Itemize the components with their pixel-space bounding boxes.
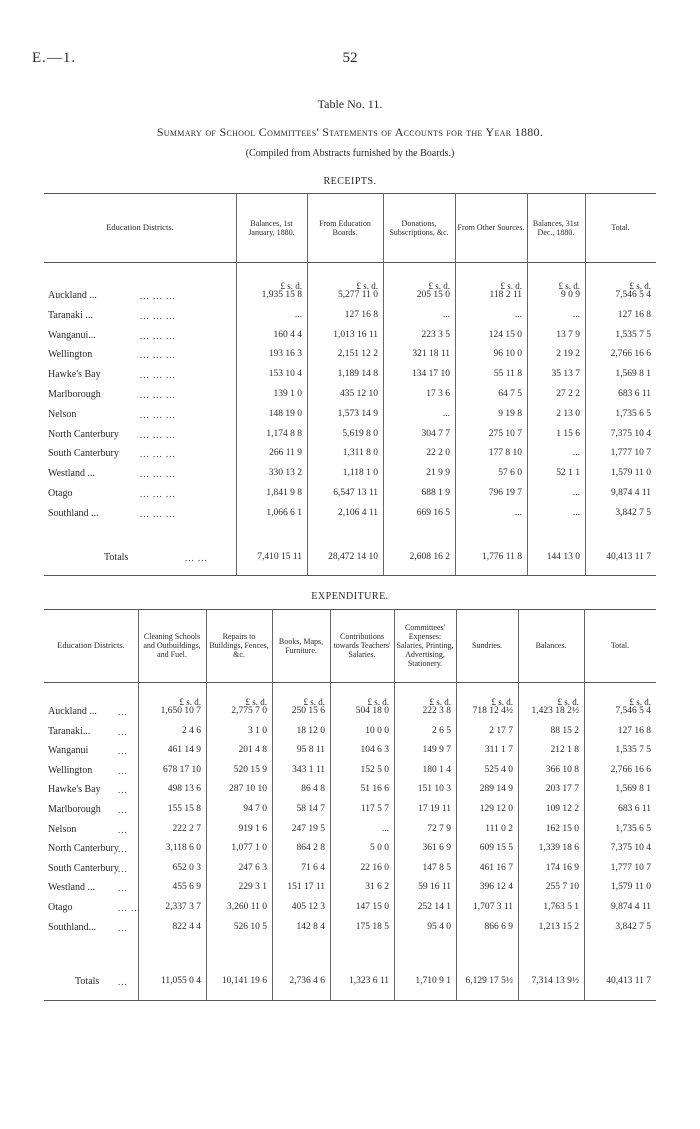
receipts-value-cell: 1,777 10 7: [610, 448, 651, 459]
expenditure-value-cell: 142 8 4: [296, 921, 325, 932]
receipts-value-cell: 35 13 7: [551, 369, 580, 380]
receipts-leader-dots: ... ... ...: [140, 469, 176, 480]
receipts-column-header: Donations, Subscriptions, &c.: [389, 218, 449, 237]
expenditure-leader-dots: ...: [118, 746, 128, 757]
expenditure-value-cell: 95 8 11: [296, 745, 325, 756]
receipts-value-cell: ...: [572, 488, 580, 498]
receipts-district-name: Marlborough: [48, 389, 101, 400]
receipts-value-cell: 118 2 11: [489, 290, 522, 300]
expenditure-currency-unit: £ s. d.: [629, 697, 651, 707]
expenditure-value-cell: 461 16 7: [479, 862, 513, 873]
expenditure-district-name: Marlborough: [48, 804, 101, 815]
receipts-district-name: Taranaki ...: [48, 309, 93, 321]
receipts-value-cell: 5,277 11 0: [337, 290, 378, 300]
expenditure-value-cell: 3,260 11 0: [226, 902, 267, 912]
expenditure-column-header: Cleaning Schools and Outbuildings, and Fuel.: [143, 632, 201, 659]
receipts-leader-dots: ... ... ...: [140, 310, 176, 321]
expenditure-value-cell: 229 3 1: [238, 882, 267, 893]
expenditure-heading: EXPENDITURE.: [311, 591, 389, 602]
receipts-heading: RECEIPTS.: [323, 176, 377, 187]
receipts-currency-unit: £ s. d.: [356, 281, 378, 291]
expenditure-value-cell: 88 15 2: [550, 725, 579, 736]
expenditure-column-header: Books, Maps, Furniture.: [278, 636, 324, 655]
expenditure-leader-dots: ...: [118, 785, 128, 796]
receipts-leader-dots: ... ... ...: [140, 429, 176, 440]
expenditure-currency-unit: £ s. d.: [367, 697, 389, 707]
expenditure-column-header: Committees' Expenses: Salaries, Printing, Advertising, Stationery.: [396, 623, 454, 668]
expenditure-rule-header: [44, 682, 656, 683]
expenditure-value-cell: 17 19 11: [418, 804, 451, 814]
expenditure-value-cell: 250 15 6: [291, 706, 325, 716]
receipts-value-cell: 96 10 0: [493, 349, 522, 360]
expenditure-value-cell: 405 12 3: [291, 902, 325, 912]
expenditure-value-cell: 129 12 0: [479, 804, 513, 814]
expenditure-leader-dots: ...: [118, 863, 128, 874]
expenditure-value-cell: 201 4 8: [238, 745, 267, 756]
receipts-value-cell: 9 19 8: [498, 408, 522, 419]
expenditure-district-name: Wanganui: [48, 745, 89, 757]
expenditure-value-cell: 311 1 7: [484, 745, 513, 756]
receipts-rule-bottom: [44, 575, 656, 576]
expenditure-leader-dots: ...: [118, 726, 128, 737]
receipts-value-cell: ...: [442, 309, 450, 320]
receipts-column-header: Total.: [611, 223, 630, 232]
receipts-column-header: Balances, 31st Dec., 1880.: [532, 218, 580, 237]
expenditure-value-cell: 2,775 7 0: [231, 706, 267, 716]
receipts-leader-dots: ... ... ...: [140, 350, 176, 361]
expenditure-value-cell: 7,546 5 4: [615, 706, 651, 716]
receipts-value-cell: 1,013 16 11: [333, 329, 378, 340]
receipts-value-cell: 205 15 0: [416, 290, 450, 300]
expenditure-value-cell: 864 2 8: [296, 843, 325, 854]
receipts-value-cell: 435 12 10: [340, 389, 378, 399]
receipts-column-header: From Education Boards.: [319, 218, 371, 237]
receipts-value-cell: 796 19 7: [488, 488, 522, 498]
expenditure-currency-unit: £ s. d.: [179, 697, 201, 707]
receipts-rule-header: [44, 262, 656, 263]
expenditure-value-cell: 86 4 8: [301, 784, 325, 795]
receipts-value-cell: 57 6 0: [498, 468, 522, 479]
expenditure-currency-unit: £ s. d.: [491, 697, 513, 707]
expenditure-value-cell: 7,375 10 4: [610, 843, 651, 854]
expenditure-total-cell: 1,710 9 1: [415, 976, 451, 986]
expenditure-value-cell: 212 1 8: [550, 745, 579, 756]
expenditure-value-cell: 9,874 4 11: [610, 902, 651, 912]
receipts-totals-label: Totals: [104, 552, 129, 563]
expenditure-value-cell: 718 12 4½: [472, 706, 513, 716]
receipts-total-cell: 28,472 14 10: [328, 552, 378, 562]
receipts-value-cell: 127 16 8: [617, 309, 651, 320]
expenditure-value-cell: 109 12 2: [545, 804, 579, 814]
expenditure-column-header: Contributions towards Teachers' Salaries.: [333, 632, 391, 659]
receipts-leader-dots: ... ... ...: [140, 390, 176, 400]
page-subtitle: (Compiled from Abstracts furnished by the Boards.): [245, 148, 455, 159]
expenditure-value-cell: 147 8 5: [422, 862, 451, 873]
receipts-value-cell: 6,547 13 11: [333, 488, 378, 498]
expenditure-value-cell: 222 2 7: [172, 823, 201, 834]
expenditure-column-header: Sundries.: [472, 641, 502, 650]
receipts-value-cell: 55 11 8: [493, 369, 522, 380]
expenditure-value-cell: 678 17 10: [163, 764, 201, 775]
expenditure-value-cell: 22 16 0: [360, 862, 389, 873]
expenditure-value-cell: 155 15 8: [167, 804, 201, 814]
receipts-value-cell: 2,766 16 6: [610, 349, 651, 360]
receipts-value-cell: ...: [514, 309, 522, 320]
expenditure-currency-unit: £ s. d.: [557, 697, 579, 707]
receipts-value-cell: 193 16 3: [268, 349, 302, 360]
receipts-value-cell: 64 7 5: [498, 389, 522, 399]
expenditure-value-cell: 247 6 3: [238, 862, 267, 873]
expenditure-value-cell: 520 15 9: [233, 764, 267, 775]
expenditure-value-cell: 1,707 3 11: [472, 902, 513, 912]
receipts-column-header: From Other Sources.: [457, 223, 525, 232]
expenditure-value-cell: 151 10 3: [417, 784, 451, 795]
expenditure-value-cell: 95 4 0: [427, 921, 451, 932]
expenditure-rule-top: [44, 609, 656, 610]
receipts-district-name: Westland ...: [48, 468, 95, 480]
expenditure-value-cell: 31 6 2: [365, 882, 389, 893]
expenditure-value-cell: 289 14 9: [479, 784, 513, 795]
receipts-value-cell: 177 8 10: [488, 448, 522, 459]
receipts-value-cell: 330 13 2: [268, 468, 302, 479]
receipts-value-cell: 304 7 7: [421, 428, 450, 439]
receipts-rule-top: [44, 193, 656, 194]
expenditure-value-cell: 287 10 10: [229, 784, 267, 795]
page-number: 52: [342, 50, 358, 66]
expenditure-value-cell: 396 12 4: [479, 882, 513, 893]
expenditure-value-cell: 162 15 0: [545, 823, 579, 834]
expenditure-leader-dots: ... ...: [118, 903, 141, 913]
receipts-leader-dots: ... ... ...: [140, 489, 176, 499]
expenditure-value-cell: 822 4 4: [172, 921, 201, 932]
receipts-value-cell: 1,535 7 5: [615, 329, 651, 340]
expenditure-value-cell: 104 6 3: [360, 745, 389, 756]
expenditure-value-cell: 117 5 7: [360, 804, 389, 814]
receipts-value-cell: 1,935 15 8: [261, 290, 302, 300]
receipts-value-cell: 275 10 7: [488, 428, 522, 439]
receipts-value-cell: 27 2 2: [556, 389, 580, 399]
expenditure-value-cell: 71 6 4: [301, 862, 325, 873]
expenditure-currency-unit: £ s. d.: [245, 697, 267, 707]
receipts-value-cell: 13 7 9: [556, 329, 580, 340]
receipts-currency-unit: £ s. d.: [629, 281, 651, 291]
expenditure-currency-unit: £ s. d.: [303, 697, 325, 707]
expenditure-total-cell: 10,141 19 6: [221, 976, 267, 986]
expenditure-total-cell: 7,314 13 9½: [531, 976, 579, 986]
receipts-value-cell: 1,569 8 1: [615, 369, 651, 380]
receipts-leader-dots: ... ... ...: [140, 449, 176, 460]
expenditure-total-cell: 40,413 11 7: [606, 976, 651, 986]
receipts-currency-unit: £ s. d.: [280, 281, 302, 291]
receipts-total-cell: 2,608 16 2: [409, 552, 450, 562]
expenditure-leader-dots: ...: [118, 883, 128, 894]
receipts-leader-dots: ... ... ...: [140, 370, 176, 381]
expenditure-value-cell: 252 14 1: [417, 902, 451, 912]
expenditure-value-cell: 152 5 0: [360, 764, 389, 775]
receipts-total-cell: 1,776 11 8: [481, 552, 522, 562]
expenditure-leader-dots: ...: [118, 765, 128, 776]
expenditure-totals-label: Totals: [75, 976, 100, 987]
receipts-value-cell: 139 1 0: [273, 389, 302, 399]
expenditure-value-cell: 1,077 1 0: [231, 843, 267, 854]
expenditure-value-cell: 58 14 7: [296, 804, 325, 814]
receipts-leader-dots: ... ... ...: [140, 409, 176, 420]
receipts-value-cell: 266 11 9: [269, 448, 302, 459]
receipts-district-name: Otago: [48, 488, 73, 499]
expenditure-value-cell: 10 0 0: [365, 725, 389, 736]
expenditure-district-name: Auckland ...: [48, 706, 97, 717]
receipts-value-cell: 1,735 6 5: [615, 408, 651, 419]
receipts-value-cell: 1,573 14 9: [337, 408, 378, 419]
receipts-value-cell: 688 1 9: [421, 488, 450, 498]
receipts-value-cell: ...: [514, 507, 522, 518]
expenditure-value-cell: ...: [381, 823, 389, 834]
expenditure-value-cell: 127 16 8: [617, 725, 651, 736]
receipts-value-cell: 683 6 11: [618, 389, 651, 399]
receipts-value-cell: 669 16 5: [416, 507, 450, 518]
expenditure-value-cell: 2 4 6: [182, 725, 201, 736]
receipts-value-cell: 9 0 9: [561, 290, 580, 300]
expenditure-district-name: South Canterbury: [48, 862, 119, 874]
receipts-total-cell: 144 13 0: [546, 552, 580, 562]
receipts-value-cell: 2,106 4 11: [337, 507, 378, 518]
expenditure-district-name: Southland...: [48, 921, 97, 933]
receipts-value-cell: 21 9 9: [426, 468, 450, 479]
expenditure-value-cell: 3,118 6 0: [165, 843, 201, 854]
expenditure-value-cell: 247 19 5: [291, 823, 325, 834]
page-title: Summary of School Committees' Statements of Accounts for the Year 1880.: [156, 125, 544, 139]
expenditure-value-cell: 455 6 9: [172, 882, 201, 893]
expenditure-value-cell: 94 7 0: [243, 804, 267, 814]
expenditure-column-header: Education Districts.: [57, 640, 125, 650]
expenditure-column-header: Balances.: [535, 641, 567, 650]
expenditure-district-name: North Canterbury: [48, 843, 119, 855]
expenditure-district-name: Otago: [48, 902, 73, 913]
receipts-total-cell: 7,410 15 11: [257, 552, 302, 562]
receipts-value-cell: 321 18 11: [412, 349, 450, 360]
expenditure-value-cell: 2,337 3 7: [165, 902, 201, 912]
receipts-district-name: Wanganui...: [48, 329, 96, 341]
expenditure-value-cell: 3 1 0: [248, 725, 267, 736]
receipts-value-cell: 2,151 12 2: [337, 349, 378, 360]
expenditure-value-cell: 2,766 16 6: [610, 764, 651, 775]
expenditure-leader-dots: ...: [118, 977, 128, 987]
receipts-value-cell: ...: [442, 408, 450, 419]
expenditure-value-cell: 59 16 11: [418, 882, 451, 893]
document-code: E.—1.: [32, 50, 77, 66]
receipts-value-cell: 148 19 0: [268, 408, 302, 419]
receipts-district-name: Nelson: [48, 408, 77, 420]
receipts-district-name: Hawke's Bay: [48, 369, 101, 381]
receipts-leader-dots: ... ... ...: [140, 330, 176, 341]
receipts-currency-unit: £ s. d.: [500, 281, 522, 291]
expenditure-district-name: Wellington: [48, 764, 93, 776]
receipts-value-cell: 160 4 4: [273, 329, 302, 340]
receipts-value-cell: ...: [572, 448, 580, 459]
expenditure-value-cell: 1,650 10 7: [160, 706, 201, 716]
expenditure-district-name: Hawke's Bay: [48, 784, 101, 796]
expenditure-value-cell: 2 17 7: [489, 725, 513, 736]
expenditure-value-cell: 1,735 6 5: [615, 823, 651, 834]
receipts-value-cell: 5,619 8 0: [342, 428, 378, 439]
receipts-value-cell: 2 19 2: [556, 349, 580, 360]
receipts-value-cell: ...: [572, 507, 580, 518]
receipts-currency-unit: £ s. d.: [428, 281, 450, 291]
receipts-value-cell: 7,375 10 4: [610, 428, 651, 439]
expenditure-leader-dots: ...: [118, 824, 128, 835]
receipts-value-cell: 1,189 14 8: [337, 369, 378, 380]
receipts-district-name: North Canterbury: [48, 428, 119, 440]
expenditure-value-cell: 180 1 4: [422, 764, 451, 775]
table-number: Table No. 11.: [317, 97, 383, 111]
receipts-value-cell: 1,311 8 0: [342, 448, 378, 459]
expenditure-district-name: Westland ...: [48, 882, 95, 894]
expenditure-value-cell: 175 18 5: [355, 921, 389, 932]
receipts-value-cell: 1,174 8 8: [266, 428, 302, 439]
expenditure-value-cell: 683 6 11: [618, 804, 651, 814]
expenditure-value-cell: 1,423 18 2½: [531, 706, 579, 716]
expenditure-total-cell: 2,736 4 6: [289, 976, 325, 986]
receipts-value-cell: ...: [572, 309, 580, 320]
expenditure-value-cell: 1,339 18 6: [538, 843, 579, 854]
expenditure-rule-bottom: [44, 1000, 656, 1001]
receipts-value-cell: 124 15 0: [488, 329, 522, 340]
expenditure-value-cell: 1,579 11 0: [610, 882, 651, 893]
expenditure-value-cell: 1,777 10 7: [610, 862, 651, 873]
expenditure-value-cell: 2 6 5: [432, 725, 451, 736]
expenditure-value-cell: 525 4 0: [484, 764, 513, 775]
expenditure-value-cell: 174 16 9: [545, 862, 579, 873]
expenditure-currency-unit: £ s. d.: [429, 697, 451, 707]
receipts-total-cell: 40,413 11 7: [606, 552, 651, 562]
expenditure-district-name: Nelson: [48, 823, 77, 835]
receipts-value-cell: 1 15 6: [556, 428, 580, 439]
expenditure-column-header: Repairs to Buildings, Fences, &c.: [209, 632, 269, 659]
expenditure-value-cell: 461 14 9: [167, 745, 201, 756]
receipts-value-cell: 127 16 8: [344, 309, 378, 320]
expenditure-value-cell: 609 15 5: [479, 843, 513, 854]
expenditure-value-cell: 498 13 6: [167, 784, 201, 795]
expenditure-value-cell: 222 3 8: [422, 706, 451, 716]
receipts-value-cell: 153 10 4: [268, 369, 302, 380]
receipts-district-name: South Canterbury: [48, 448, 119, 460]
receipts-value-cell: 7,546 5 4: [615, 290, 651, 300]
expenditure-value-cell: 147 15 0: [355, 902, 389, 912]
receipts-value-cell: 223 3 5: [421, 329, 450, 340]
receipts-column-header: Balances, 1st January, 1880.: [248, 218, 295, 237]
expenditure-column-header: Total.: [610, 641, 630, 650]
expenditure-value-cell: 18 12 0: [296, 725, 325, 736]
expenditure-value-cell: 919 1 6: [238, 823, 267, 834]
receipts-value-cell: 9,874 4 11: [610, 488, 651, 498]
expenditure-value-cell: 652 0 3: [172, 862, 201, 873]
receipts-district-name: Auckland ...: [48, 290, 97, 301]
receipts-value-cell: 1,118 1 0: [342, 468, 378, 479]
expenditure-value-cell: 72 7 9: [427, 823, 451, 834]
receipts-leader-dots: ... ... ...: [140, 508, 176, 519]
receipts-leader-dots: ... ...: [185, 553, 208, 563]
receipts-district-name: Wellington: [48, 349, 93, 361]
expenditure-value-cell: 3,842 7 5: [615, 921, 651, 932]
expenditure-leader-dots: ...: [118, 805, 128, 815]
expenditure-value-cell: 1,213 15 2: [538, 921, 579, 932]
receipts-value-cell: 1,841 9 8: [266, 488, 302, 498]
expenditure-leader-dots: ...: [118, 844, 128, 855]
expenditure-value-cell: 149 9 7: [422, 745, 451, 756]
receipts-value-cell: 22 2 0: [426, 448, 450, 459]
expenditure-value-cell: 1,763 5 1: [543, 902, 579, 912]
expenditure-value-cell: 866 6 9: [484, 921, 513, 932]
expenditure-value-cell: 366 10 8: [545, 764, 579, 775]
expenditure-value-cell: 526 10 5: [233, 921, 267, 932]
expenditure-value-cell: 51 16 6: [360, 784, 389, 795]
expenditure-leader-dots: ...: [118, 922, 128, 933]
expenditure-value-cell: 111 0 2: [485, 823, 513, 834]
expenditure-value-cell: 361 6 9: [422, 843, 451, 854]
receipts-value-cell: 1,066 6 1: [266, 507, 302, 518]
receipts-value-cell: 52 1 1: [556, 468, 580, 479]
expenditure-value-cell: 255 7 10: [545, 882, 579, 893]
expenditure-total-cell: 1,323 6 11: [348, 976, 389, 986]
receipts-value-cell: 134 17 10: [412, 369, 450, 380]
receipts-leader-dots: ... ... ...: [140, 291, 176, 301]
expenditure-value-cell: 343 1 11: [292, 764, 325, 775]
expenditure-total-cell: 11,055 0 4: [160, 976, 201, 986]
expenditure-value-cell: 504 18 0: [355, 706, 389, 716]
receipts-district-name: Southland ...: [48, 507, 99, 519]
expenditure-value-cell: 1,535 7 5: [615, 745, 651, 756]
expenditure-value-cell: 1,569 8 1: [615, 784, 651, 795]
receipts-column-header: Education Districts.: [106, 222, 174, 232]
receipts-value-cell: 3,842 7 5: [615, 507, 651, 518]
expenditure-leader-dots: ...: [118, 707, 128, 717]
expenditure-total-cell: 6,129 17 5½: [465, 976, 513, 986]
expenditure-value-cell: 5 0 0: [370, 843, 389, 854]
receipts-value-cell: 17 3 6: [426, 389, 450, 399]
receipts-value-cell: 2 13 0: [556, 408, 580, 419]
expenditure-value-cell: 203 17 7: [545, 784, 579, 795]
expenditure-district-name: Taranaki...: [48, 725, 91, 737]
receipts-value-cell: 1,579 11 0: [610, 468, 651, 479]
expenditure-value-cell: 151 17 11: [287, 882, 325, 893]
receipts-value-cell: ...: [294, 309, 302, 320]
receipts-currency-unit: £ s. d.: [558, 281, 580, 291]
